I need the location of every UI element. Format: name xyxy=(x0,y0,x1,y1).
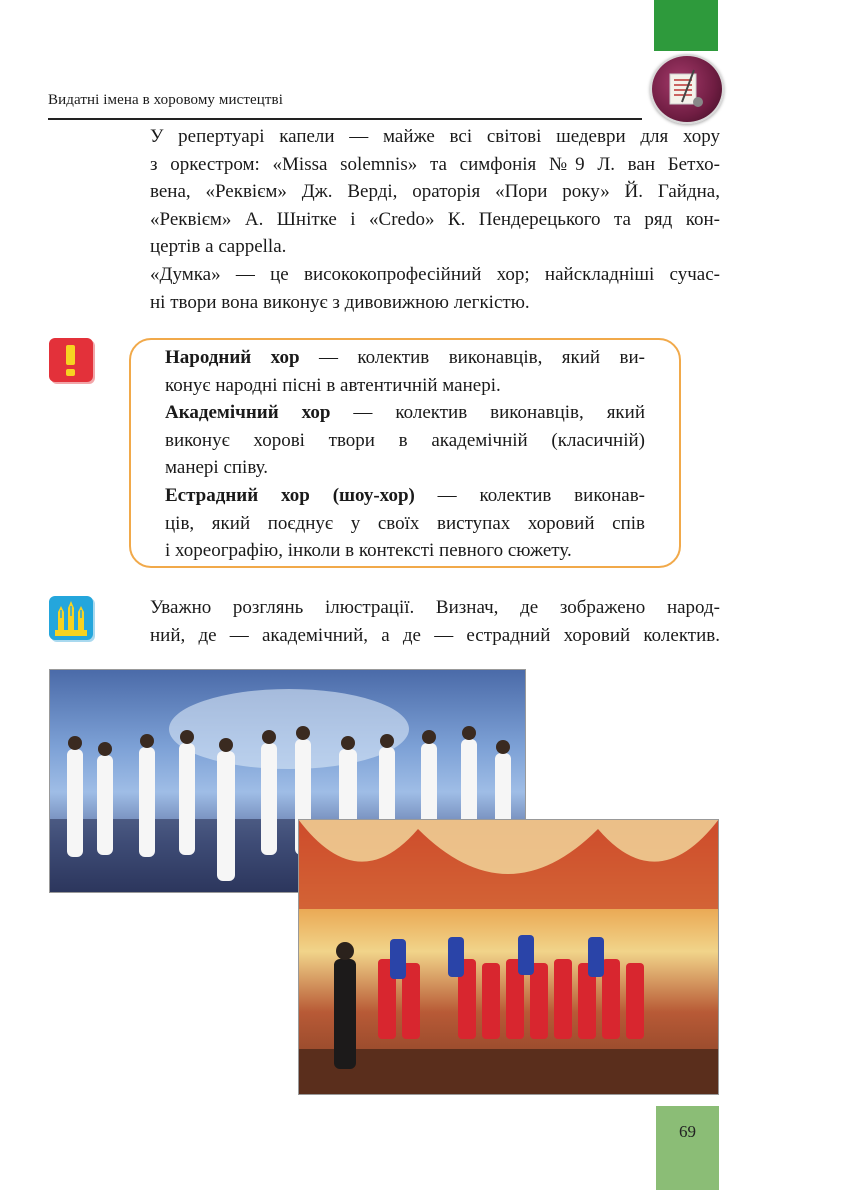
definition-line xyxy=(165,482,645,510)
definition-text: — колектив виконавців, який xyxy=(330,402,646,423)
definition-line: конує народні пісні в автентичній манері. xyxy=(165,374,501,396)
photo-folk-choir xyxy=(298,819,719,1095)
text-line: ні твори вона виконує з дивовижною легкістю. xyxy=(150,291,530,313)
text-line: «Реквієм» А. Шнітке і «Credo» К. Пендерецького та ряд кон- xyxy=(150,208,720,230)
definition-line xyxy=(165,344,645,372)
text-line: ний, де — академічний, а де — естрадний хоровий колектив. xyxy=(150,624,720,646)
definition-line xyxy=(165,399,645,427)
text-line: вена, «Реквієм» Дж. Верді, ораторія «Пори року» Й. Гайдна, xyxy=(150,181,720,202)
dumka-paragraph xyxy=(150,261,720,316)
definition-line: ців, який поєднує у своїх виступах хоровий спів xyxy=(165,512,645,534)
term-academic: Академічний хор xyxy=(165,402,331,423)
page-number: 69 xyxy=(679,1122,696,1141)
term-folk: Народний хор xyxy=(165,347,300,368)
definition-pop xyxy=(165,482,645,565)
text-line: з оркестром: «Missa solemnis» та симфонія №9 Л. ван Бетхо- xyxy=(150,153,720,175)
exclamation-icon xyxy=(49,338,93,382)
section-emblem-icon xyxy=(650,54,724,124)
pens-icon xyxy=(49,596,93,640)
running-title: Видатні імена в хоровому мистецтві xyxy=(48,92,284,108)
definition-line: манері співу. xyxy=(165,457,269,478)
term-pop: Естрадний хор (шоу-хор) xyxy=(165,485,415,506)
header-rule xyxy=(48,118,642,120)
definition-line: і хореографію, інколи в контексті певного сюжету. xyxy=(165,540,572,561)
definition-folk xyxy=(165,344,645,399)
bottom-color-tab xyxy=(656,1106,719,1190)
top-color-tab xyxy=(654,0,718,51)
text-line: У репертуарі капели — майже всі світові шедеври для хору xyxy=(150,126,720,147)
text-line: Уважно розглянь ілюстрації. Визнач, де зображено народ- xyxy=(150,597,720,618)
intro-paragraph xyxy=(150,123,720,261)
task-paragraph xyxy=(150,594,720,649)
definition-text: — колектив виконавців, який ви- xyxy=(299,347,645,368)
definition-line: виконує хорові твори в академічній (класичній) xyxy=(165,429,645,451)
text-line: цертів a cappella. xyxy=(150,236,287,257)
definition-text: — колектив виконав- xyxy=(414,485,645,506)
text-line: «Думка» — це висококопрофесійний хор; найскладніші сучас- xyxy=(150,264,720,285)
definition-academic xyxy=(165,399,645,482)
